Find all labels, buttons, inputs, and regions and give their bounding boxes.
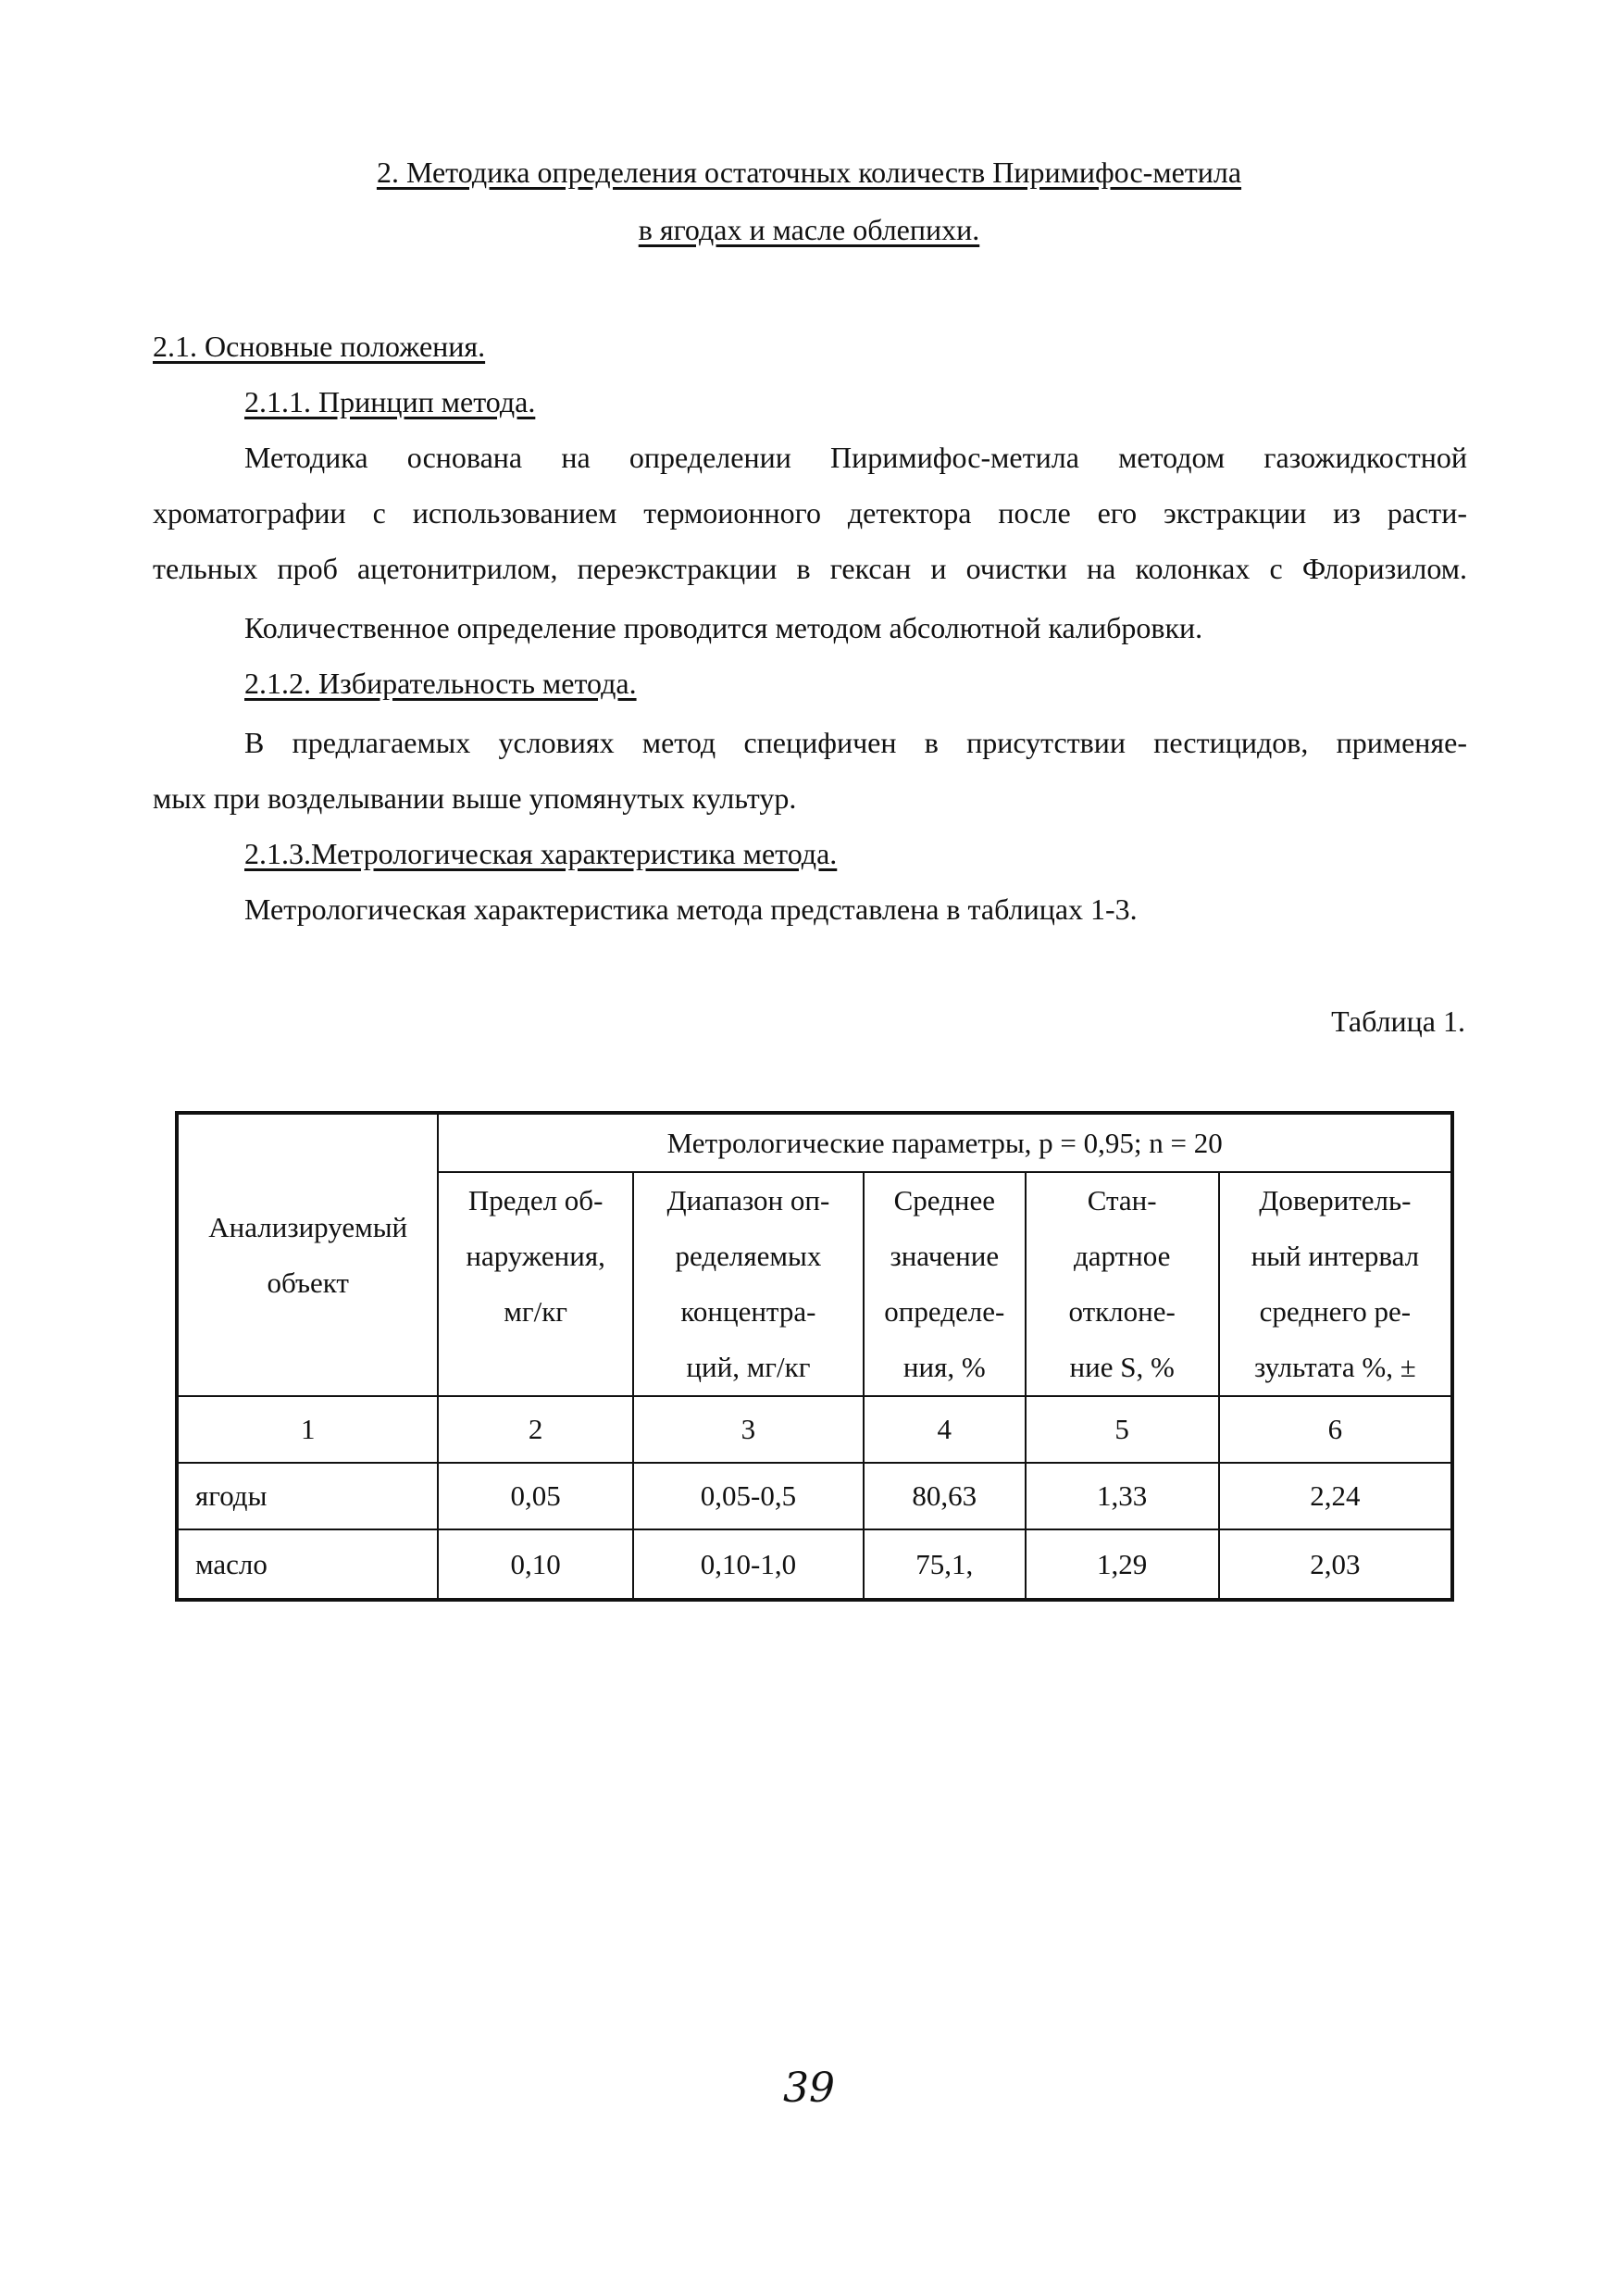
table-caption: Таблица 1. [1331, 1004, 1465, 1038]
column-number: 4 [864, 1396, 1026, 1463]
column-header-std-dev [1026, 1172, 1219, 1396]
object-header-line: объект [267, 1266, 349, 1299]
table-cell: 80,63 [864, 1463, 1026, 1529]
table-cell: 75,1, [864, 1529, 1026, 1600]
quantification-text: Количественное определение проводится методом абсолютной калибровки. [244, 611, 1203, 644]
header-line: Диапазон оп- [666, 1184, 830, 1217]
principle-heading: 2.1.1. Принцип метода. [244, 385, 536, 418]
header-line: ние S, % [1069, 1351, 1175, 1383]
header-line: Доверитель- [1259, 1184, 1412, 1217]
header-line: ный интервал [1251, 1240, 1420, 1272]
table-cell: 1,33 [1026, 1463, 1219, 1529]
column-header-range [633, 1172, 864, 1396]
header-line: определе- [884, 1295, 1005, 1328]
column-number-row [177, 1396, 1452, 1463]
table-cell: 0,10 [438, 1529, 632, 1600]
header-line: ределяемых [675, 1240, 822, 1272]
metrology-table [175, 1111, 1454, 1602]
principle-text-line-1: Методика основана на определении Пиримифос-метила методом газожидкостной [244, 441, 1467, 474]
header-line: значение [890, 1240, 1000, 1272]
column-number: 2 [438, 1396, 632, 1463]
selectivity-heading: 2.1.2. Избирательность метода. [244, 667, 637, 700]
table-cell: 1,29 [1026, 1529, 1219, 1600]
row-object: масло [177, 1529, 438, 1600]
table-cell: 0,10-1,0 [633, 1529, 864, 1600]
header-line: ния, % [902, 1351, 986, 1383]
table-header-row [177, 1113, 1452, 1172]
header-line: мг/кг [504, 1295, 567, 1328]
table-row [177, 1529, 1452, 1600]
column-number: 5 [1026, 1396, 1219, 1463]
metrology-heading: 2.1.3.Метрологическая характеристика метода. [244, 837, 838, 870]
page-number: 39 [783, 2065, 835, 2112]
column-header-detection-limit [438, 1172, 632, 1396]
header-line-spacer [439, 1340, 631, 1395]
object-header-line: Анализируемый [208, 1210, 408, 1243]
header-line: отклоне- [1068, 1295, 1176, 1328]
column-header-mean [864, 1172, 1026, 1396]
group-header-cell: Метрологические параметры, р = 0,95; n = 20 [438, 1113, 1452, 1172]
table-cell: 0,05-0,5 [633, 1463, 864, 1529]
column-header-confidence [1219, 1172, 1452, 1396]
header-line: Предел об- [467, 1184, 604, 1217]
header-line: концентра- [680, 1295, 816, 1328]
section-title-line-1: 2. Методика определения остаточных количеств Пиримифос-метила [376, 156, 1242, 189]
table-cell: 2,03 [1219, 1529, 1452, 1600]
principle-text-line-3: тельных проб ацетонитрилом, переэкстракции в гексан и очистки на колонках с Флоризилом. [153, 552, 1467, 585]
column-number: 1 [177, 1396, 438, 1463]
principle-text-line-2: хроматографии с использованием термоионного детектора после его экстракции из расти- [153, 496, 1467, 530]
table-cell: 2,24 [1219, 1463, 1452, 1529]
header-line: Стан- [1087, 1184, 1157, 1217]
header-line: среднего ре- [1259, 1295, 1412, 1328]
metrology-text: Метрологическая характеристика метода представлена в таблицах 1-3. [244, 892, 1138, 926]
row-object: ягоды [177, 1463, 438, 1529]
object-header-cell [177, 1113, 438, 1396]
header-line: ций, мг/кг [686, 1351, 811, 1383]
header-line: дартное [1073, 1240, 1171, 1272]
header-line: Среднее [893, 1184, 995, 1217]
column-number: 6 [1219, 1396, 1452, 1463]
column-number: 3 [633, 1396, 864, 1463]
subsection-heading: 2.1. Основные положения. [153, 330, 486, 363]
selectivity-text-line-2: мых при возделывании выше упомянутых культур. [153, 781, 797, 815]
section-title-line-2: в ягодах и масле облепихи. [638, 213, 980, 246]
table-cell: 0,05 [438, 1463, 632, 1529]
selectivity-text-line-1: В предлагаемых условиях метод специфичен в присутствии пестицидов, применяе- [244, 726, 1467, 759]
header-line: зультата %, ± [1253, 1351, 1416, 1383]
table-row [177, 1463, 1452, 1529]
header-line: наружения, [466, 1240, 605, 1272]
